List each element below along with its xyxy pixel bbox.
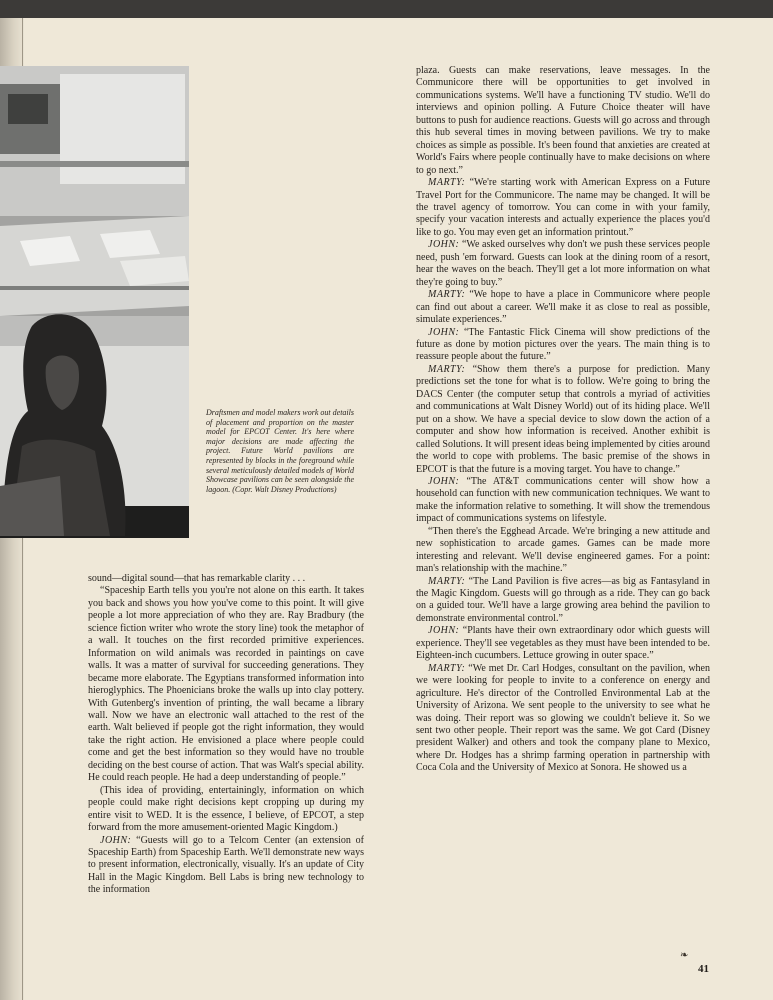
paragraph-text: “Guests will go to a Telcom Center (an extension of Spaceship Earth) from Spaceship Earth. We'll demonstrate new ways to present information, electronically, visually. It's an update of City Hall in the Magic Kingdom. Bell Labs is bring new technology to the information	[88, 834, 365, 896]
photo-image	[0, 66, 189, 538]
paragraph	[416, 177, 710, 239]
end-ornament: ❧	[680, 950, 689, 961]
speaker-label: MARTY:	[428, 289, 466, 301]
photo-model-makers	[0, 66, 189, 538]
speaker-label: JOHN:	[428, 239, 460, 251]
photo-caption: Draftsmen and model makers work out details of placement and proportion on the master model for EPCOT Center. It's here where major decisions are made affecting the project. Future World pavilions are represented by blocks in the foreground while several meticulously detailed models of World Showcase pavilions can be seen alongside the lagoon. (Copr. Walt Disney Productions)	[206, 408, 354, 494]
paragraph-text: “We hope to have a place in Communicore where people can find out about a career. We'll make it as close to real as possible, simulate experiences.”	[416, 289, 711, 326]
speaker-label: MARTY:	[428, 363, 466, 375]
left-column	[88, 573, 364, 897]
paragraph	[88, 785, 364, 835]
paragraph-text: “The Fantastic Flick Cinema will show predictions of the future as done by motion pictures over the years. The main thing is to reassure people about the future.”	[416, 326, 710, 363]
paragraph	[416, 239, 710, 289]
paragraph-text: plaza. Guests can make reservations, leave messages. In the Communicore there will be opportunities to get involved in communications systems. We'll have a functioning TV studio. We'll do interviews and opinion polling. A Future Choice theater will have buttons to push for audience reactions. Guests will go across and through this hub several times in moving between pavilions. We try to make choices as simple as possible. It's been found that anxieties are created at World's Fairs where people continually have to make decisions on where to go next.”	[416, 65, 710, 176]
paragraph-text: “Then there's the Egghead Arcade. We're bringing a new attitude and new sophistication to arcade games. Games can be made more interesting and relevant. We'll devise engineered games. For a point: man's relationship with the machine.”	[416, 525, 710, 575]
right-column	[416, 65, 710, 775]
paragraph-text: “We asked ourselves why don't we push these services people need, push 'em forward. Guests can look at the dining room of a resort, hear the waves on the beach. They'll get a lot more information on what they're going to buy.”	[416, 239, 710, 288]
paragraph-text: “The Land Pavilion is five acres—as big as Fantasyland in the Magic Kingdom. Guests will go through as a ride. They can go back on a guided tour. We'll have a large growing area behind the pavilion to demonstrate environmental control.”	[416, 575, 710, 624]
paragraph	[416, 65, 710, 177]
magazine-page	[0, 18, 773, 1000]
speaker-label: JOHN:	[428, 326, 460, 338]
paragraph-text: (This idea of providing, entertainingly, information on which people could make right decisions kept cropping up during my entire visit to WED. It is the essence, I believe, of EPCOT, a step forward from the more amusement-oriented Magic Kingdom.)	[88, 784, 364, 834]
paragraph	[88, 585, 364, 784]
speaker-label: MARTY:	[428, 575, 466, 587]
paragraph-text: “Show them there's a purpose for prediction. Many predictions set the tone for what is to follow. We're going to bring the DACS Center (the computer setup that controls a myriad of activities and communications at Walt Disney World) out of its hiding place. We'll put on a show. We have a special device to slow down the action of a computer and show how information is received. Another exhibit is called Solutions. It will present ideas being implemented by cities around the world to cope with problems. The basic premise of the shows in EPCOT is that the future is a moving target. You have to change.”	[416, 363, 710, 475]
paragraph-text: “We're starting work with American Express on a Future Travel Port for the Communicore. The name may be changed. It will be the travel agency of tomorrow. You can come in with your family, specify your vacation interests and actually experience the places you'd like to go. You may even get an information printout.”	[416, 177, 711, 238]
paragraph	[88, 573, 364, 585]
paragraph-text: “Spaceship Earth tells you you're not alone on this earth. It takes you back and shows you how you've come to this point. It will give people a lot more appreciation of who they are. Ray Bradbury (the science fiction writer who wrote the story line) took the metaphor of a wall. It touches on the first recorded primitive experiences. Information on wild animals was recorded in paintings on cave walls. It was a matter of survival for succeeding generations. They became more elaborate. The Egyptians transformed information into hieroglyphics. The Phoenicians broke the walls up into clay pottery. With Gutenberg's invention of printing, the wall became a library wall. Now we have an electronic wall attached to the rest of the earth. Walt believed if people got the right information, they would take the right action. He envisioned a place where people could come and get the best information so they would have no trouble deciding on the best course of action. That was Walt's special ability. He could reach people. He had a deep understanding of people.”	[88, 585, 364, 784]
paragraph	[416, 364, 710, 476]
paragraph-text: “Plants have their own extraordinary odor which guests will experience. They'll see vegetables as they must have been intended to be. Eighteen-inch cucumbers. Lettuce growing in outer space.”	[416, 625, 711, 662]
paragraph	[416, 289, 710, 326]
speaker-label: MARTY:	[428, 662, 466, 674]
paragraph	[416, 526, 710, 576]
page-number: 41	[698, 963, 709, 975]
paragraph-text: sound—digital sound—that has remarkable clarity . . .	[88, 573, 306, 584]
speaker-label: JOHN:	[428, 475, 460, 487]
speaker-label: JOHN:	[428, 625, 460, 637]
paragraph	[416, 663, 710, 775]
speaker-label: JOHN:	[100, 834, 132, 846]
paragraph	[416, 625, 710, 662]
paragraph	[416, 327, 710, 364]
paragraph-text: “We met Dr. Carl Hodges, consultant on the pavilion, when we were looking for people to invite to a conference on energy and agriculture. He's director of the Controlled Environmental Lab at the University of Arizona. We sent people to the university to see what he was doing. Their report was so glowing we couldn't believe it. So we sent two other people. Their report was the same. We got Card (Disney president Walker) and others and took the company plane to Mexico, where Dr. Hodges has a shrimp farming operation in partnership with Coca Cola and the University of Mexico at Sonora. He showed us a	[416, 662, 710, 774]
paragraph	[416, 476, 710, 526]
paragraph	[416, 576, 710, 626]
paragraph	[88, 835, 364, 897]
paragraph-text: “The AT&T communications center will show how a household can function with new communication techniques. We want to make the information relative to something. It will show the tremendous impact of communications systems on lifestyle.	[416, 475, 711, 525]
speaker-label: MARTY:	[428, 177, 466, 189]
